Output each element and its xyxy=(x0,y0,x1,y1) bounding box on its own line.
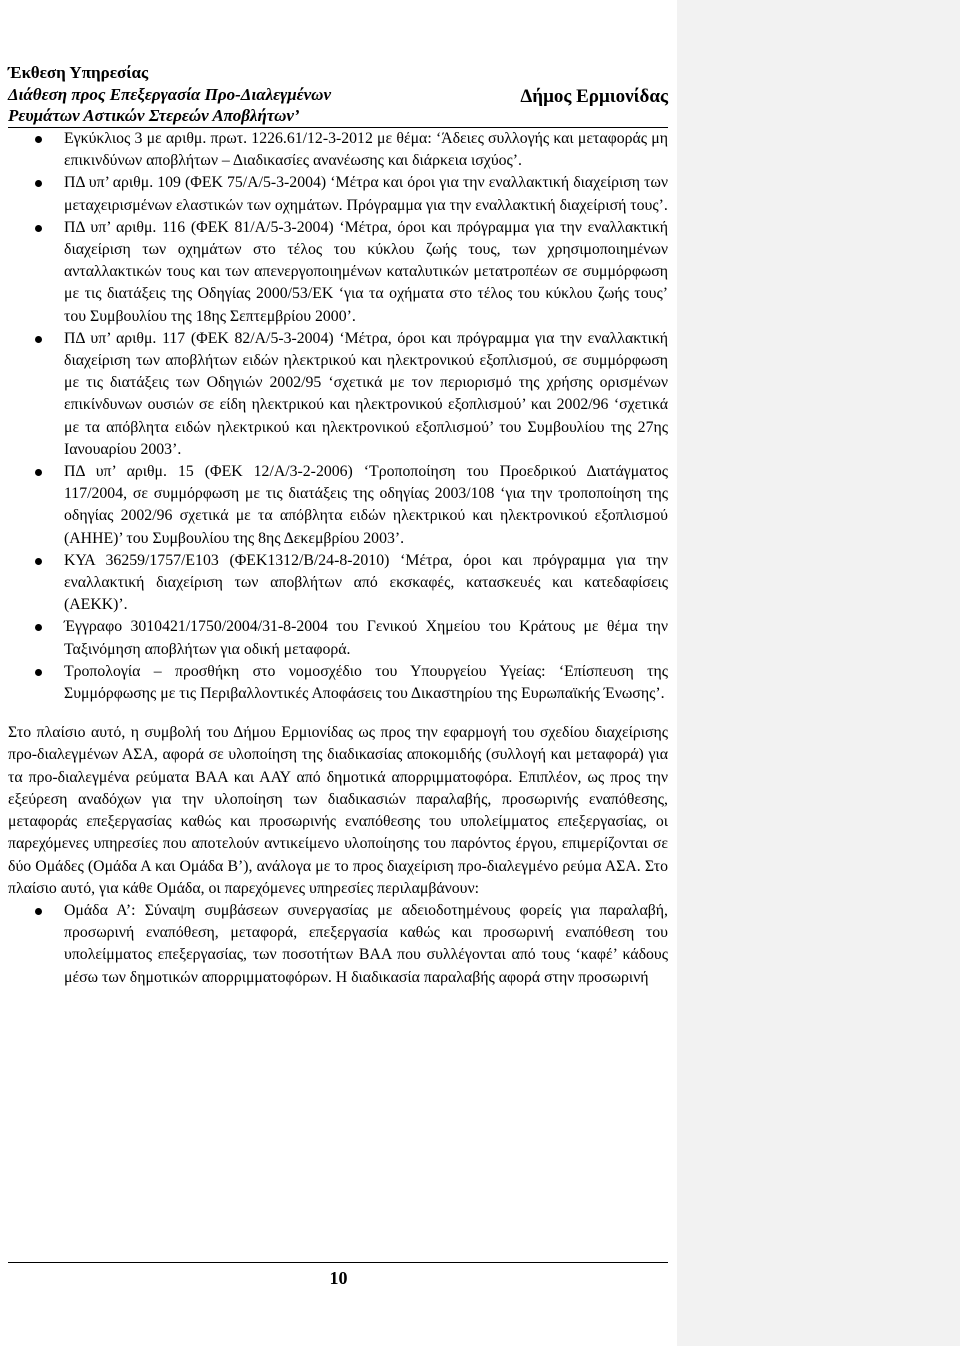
bullet-icon xyxy=(35,669,42,676)
list-item xyxy=(64,128,668,172)
service-group-list xyxy=(8,900,668,989)
bullet-icon xyxy=(35,225,42,232)
legislation-list xyxy=(8,128,668,705)
body-paragraph: Στο πλαίσιο αυτό, η συμβολή του Δήμου Ερμιονίδας ως προς την εφαρμογή του σχεδίου διαχείρισης προ-διαλεγμένων ΑΣΑ, αφορά σε υλοποίηση της διαδικασίας αποκομιδής (συλλογή και μεταφορά) για τα προ-διαλεγμένα ρεύματα ΒΑΑ και ΑΑΥ από δημοτικά απορριμματοφόρα. Επιπλέον, ως προς την εξεύρεση αναδόχων για την υλοποίηση των διαδικασιών παραλαβής, προσωρινής εναπόθεσης, μεταφοράς επεξεργασίας καθώς και προσωρινής εναπόθεσης του υπολείμματος επεξεργασίας, οι παρεχόμενες υπηρεσίες που αποτελούν αντικείμενο υλοποίησης του παρόντος έργου, επιμερίζονται σε δύο Ομάδες (Ομάδα Α και Ομάδα Β’), ανάλογα με το προς διαχείριση προ-διαλεγμένο ρεύμα ΑΣΑ. Στο πλαίσιο αυτό, για κάθε Ομάδα, οι παρεχόμενες υπηρεσίες περιλαμβάνουν: xyxy=(8,724,668,897)
list-item-text: ΠΔ υπ’ αριθμ. 109 (ΦΕΚ 75/Α/5-3-2004) ‘Μέτρα και όροι για την εναλλακτική διαχείριση των μεταχειρισμένων ελαστικών των οχημάτων. Πρόγραμμα για την εναλλακτική διαχείρισή τους’. xyxy=(64,174,668,214)
list-item-text: Ομάδα Α’: Σύναψη συμβάσεων συνεργασίας με αδειοδοτημένους φορείς για παραλαβή, προσωρινή εναπόθεση, μεταφορά, επεξεργασία καθώς και προσωρινή εναπόθεση του υπολείμματος επεξεργασίας, των ποσοτήτων ΒΑΑ που συλλέγονται από τους ‘καφέ’ κάδους μέσω των δημοτικών απορριμματοφόρων. Η διαδικασία παραλαβής αφορά στην προσωρινή xyxy=(64,901,668,986)
list-item-text: ΠΔ υπ’ αριθμ. 117 (ΦΕΚ 82/Α/5-3-2004) ‘Μέτρα, όροι και πρόγραμμα για την εναλλακτική διαχείριση των αποβλήτων ειδών ηλεκτρικού και ηλεκτρονικού εξοπλισμού, σε συμμόρφωση με τις διατάξεις των Οδηγιών 2002/95 ‘σχετικά με τον περιορισμό της χρήσης ορισμένων επικίνδυνων ουσιών σε είδη ηλεκτρικού και ηλεκτρονικού εξοπλισμού’ και 2002/96 ‘σχετικά με τα απόβλητα ειδών ηλεκτρικού και ηλεκτρονικού εξοπλισμού’ του Συμβουλίου της 27ης Ιανουαρίου 2003’. xyxy=(64,329,668,458)
list-item-text: Τροπολογία – προσθήκη στο νομοσχέδιο του Υπουργείου Υγείας: ‘Επίσπευση της Συμμόρφωσης με τις Περιβαλλοντικές Αποφάσεις του Δικαστηρίου της Ευρωπαϊκής Ένωσης’. xyxy=(64,662,668,703)
list-item-text: Εγκύκλιος 3 με αριθμ. πρωτ. 1226.61/12-3-2012 με θέμα: ‘Άδειες συλλογής και μεταφοράς μη επικινδύνων αποβλήτων – Διαδικασίες ανανέωσης και διάρκεια ισχύος’. xyxy=(64,130,668,170)
report-subtitle-line1: Διάθεση προς Επεξεργασία Προ-Διαλεγμένων xyxy=(8,85,331,104)
list-item xyxy=(64,661,668,705)
list-item xyxy=(64,550,668,617)
list-item xyxy=(64,461,668,550)
bullet-icon xyxy=(35,180,42,187)
list-item-text: ΚΥΑ 36259/1757/Ε103 (ΦΕΚ1312/Β/24-8-2010) ‘Μέτρα, όροι και πρόγραμμα για την εναλλακτική διαχείριση των αποβλήτων από εκσκαφές, κατασκευές και κατεδαφίσεις (ΑΕΚΚ)’. xyxy=(64,551,668,614)
list-item-text: ΠΔ υπ’ αριθμ. 15 (ΦΕΚ 12/Α/3-2-2006) ‘Τροποποίηση του Προεδρικού Διατάγματος 117/2004, σε συμμόρφωση με τις διατάξεις της οδηγίας 2003/108 ‘για την τροποποίηση της οδηγίας 2002/96 σχετικά με τα απόβλητα ειδών ηλεκτρικού και ηλεκτρονικού εξοπλισμού (ΑΗΗΕ)’ του Συμβουλίου της 8ης Δεκεμβρίου 2003’. xyxy=(64,463,668,547)
page-number: 10 xyxy=(329,1268,348,1288)
list-item xyxy=(64,172,668,216)
report-subtitle-line2: Ρευμάτων Αστικών Στερεών Αποβλήτων’ xyxy=(8,106,300,125)
list-item xyxy=(64,616,668,660)
bullet-icon xyxy=(35,469,42,476)
bullet-icon xyxy=(35,558,42,565)
footer-divider xyxy=(8,1262,668,1263)
bullet-icon xyxy=(35,336,42,343)
list-item-text: ΠΔ υπ’ αριθμ. 116 (ΦΕΚ 81/Α/5-3-2004) ‘Μέτρα, όροι και πρόγραμμα για την εναλλακτική διαχείριση των οχημάτων στο τέλος του κύκλου ζωής τους, των χρησιμοποιημένων ανταλλακτικών τους και των απενεργοποιημένων καταλυτικών μετατροπέων σε συμμόρφωση με τις διατάξεις της Οδηγίας 2000/53/ΕΚ ‘για τα οχήματα στο τέλος του κύκλου ζωής τους’ του Συμβουλίου της 18ης Σεπτεμβρίου 2000’. xyxy=(64,218,668,325)
list-item xyxy=(64,900,668,989)
document-body xyxy=(8,128,668,989)
bullet-icon xyxy=(35,908,42,915)
list-item xyxy=(64,328,668,461)
list-item xyxy=(64,217,668,328)
report-title: Έκθεση Υπηρεσίας xyxy=(8,63,149,82)
bullet-icon xyxy=(35,136,42,143)
municipality-name: Δήμος Ερμιονίδας xyxy=(520,86,668,107)
list-item-text: Έγγραφο 3010421/1750/2004/31-8-2004 του Γενικού Χημείου του Κράτους με θέμα την Ταξινόμηση αποβλήτων για οδική μεταφορά. xyxy=(64,618,668,658)
comment-margin-panel xyxy=(677,0,960,1346)
page-header xyxy=(8,62,668,126)
bullet-icon xyxy=(35,624,42,631)
